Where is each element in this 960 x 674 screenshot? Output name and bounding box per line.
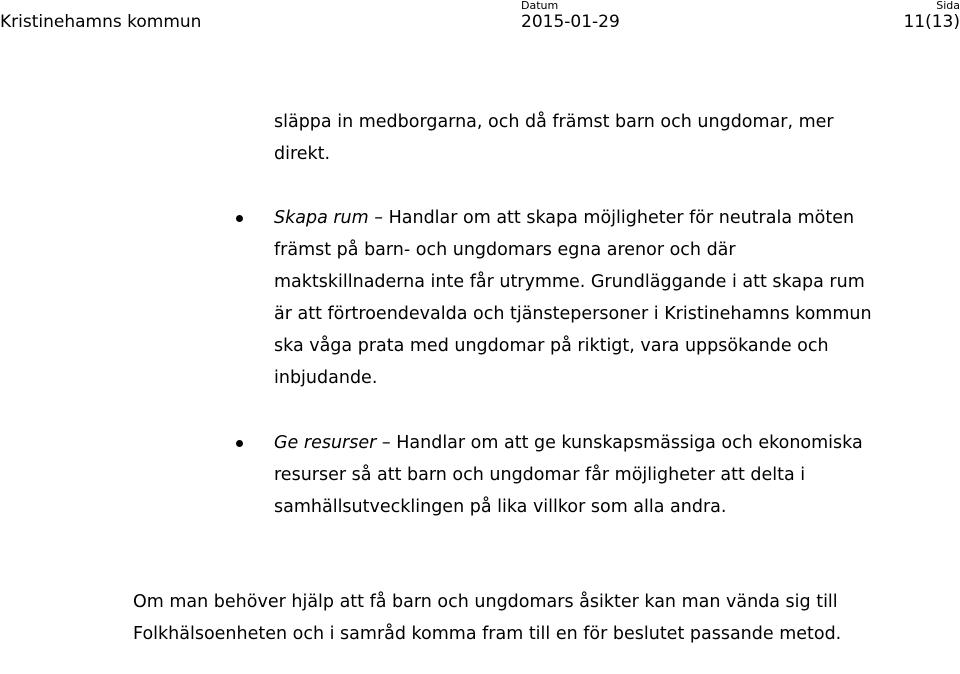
date-label: Datum bbox=[521, 0, 559, 12]
page-label: Sida bbox=[936, 0, 960, 12]
bullet-dash: – bbox=[368, 208, 389, 228]
bullet-term: Skapa rum bbox=[274, 208, 369, 228]
bullet-dot-icon bbox=[236, 440, 243, 447]
bullet-dot-icon bbox=[236, 215, 243, 222]
bullet-text: Handlar om att ge kunskapsmässiga och ekonomiska resurser så att barn och ungdomar får möjligheter att delta i samhällsutvecklingen på lika villkor som alla andra. bbox=[274, 433, 863, 517]
page-number: 11(13) bbox=[903, 12, 960, 32]
closing-paragraph: Om man behöver hjälp att få barn och ungdomars åsikter kan man vända sig till Folkhälsoenheten och i samråd komma fram till en för beslutet passande metod. bbox=[133, 592, 842, 644]
organization-name: Kristinehamns kommun bbox=[0, 12, 202, 32]
bullet-text: Handlar om att skapa möjligheter för neutrala möten främst på barn- och ungdomars egna arenor och där maktskillnaderna inte får utrymme. Grundläggande i att skapa rum är att förtroendevalda och tjänstepersoner i Kristinehamns kommun ska våga prata med ungdomar på riktigt, vara uppsökande och inbjudande. bbox=[274, 208, 872, 388]
document-date: 2015-01-29 bbox=[521, 12, 620, 32]
bullet-term: Ge resurser bbox=[274, 433, 377, 453]
bullet-dash: – bbox=[376, 433, 397, 453]
bullet-item-ge-resurser bbox=[274, 427, 874, 523]
bullet-item-skapa-rum bbox=[274, 202, 874, 394]
continuation-paragraph: släppa in medborgarna, och då främst barn och ungdomar, mer direkt. bbox=[274, 112, 834, 164]
